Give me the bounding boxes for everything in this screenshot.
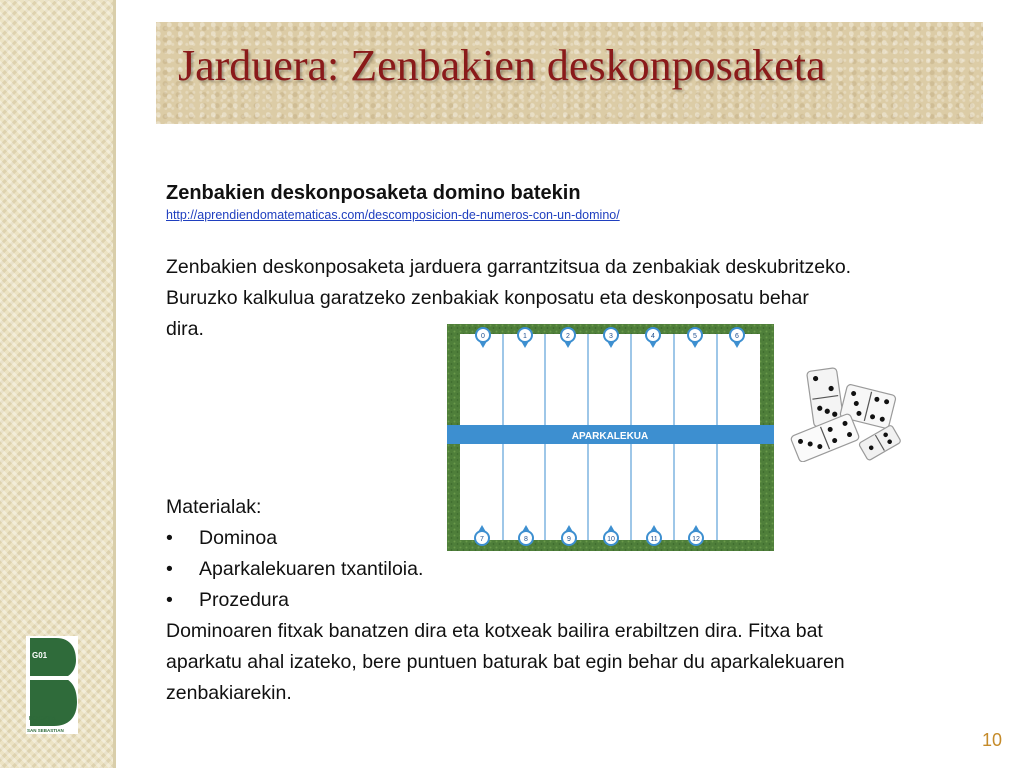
procedure-line: zenbakiarekin.	[166, 682, 292, 704]
bullet: •	[166, 589, 173, 611]
stall-number: 7	[480, 536, 484, 543]
stall-number: 6	[735, 333, 739, 340]
stall-number: 1	[523, 333, 527, 340]
materials-item	[166, 585, 423, 616]
logo-code: G01	[32, 651, 48, 660]
stall-number: 2	[566, 333, 570, 340]
intro-line: Buruzko kalkulua garatzeko zenbakiak konposatu eta deskonposatu behar	[166, 287, 809, 309]
stall-number: 8	[524, 536, 528, 543]
parking-board-image	[447, 324, 774, 551]
intro-line: dira.	[166, 318, 204, 340]
school-logo	[26, 636, 78, 734]
stall-number: 3	[609, 333, 613, 340]
materials-item-label: Dominoa	[199, 527, 278, 549]
procedure-line: Dominoaren fitxak banatzen dira eta kotxeak bailira erabiltzen dira. Fitxa bat	[166, 620, 823, 642]
procedure-line: aparkatu ahal izateko, bere puntuen baturak bat egin behar du aparkalekuaren	[166, 651, 845, 673]
stall-number: 10	[607, 536, 615, 543]
dominoes-image	[788, 365, 904, 462]
materials-item	[166, 554, 423, 585]
procedure-paragraph	[166, 616, 845, 709]
page-title: Jarduera: Zenbakien deskonposaketa	[178, 41, 826, 90]
materials-list	[166, 523, 423, 616]
stall-number: 12	[692, 536, 700, 543]
source-link[interactable]: http://aprendiendomatematicas.com/descomposicion-de-numeros-con-un-domino/	[166, 208, 620, 222]
bullet: •	[166, 527, 173, 549]
logo-city-line2: SAN SEBASTIAN	[27, 728, 64, 733]
sidebar-divider	[113, 0, 116, 768]
board-label: APARKALEKUA	[571, 431, 649, 442]
page-number: 10	[982, 730, 1003, 750]
bullet: •	[166, 558, 173, 580]
stall-number: 11	[650, 536, 658, 543]
materials-item-label: Prozedura	[199, 589, 289, 611]
subheading: Zenbakien deskonposaketa domino batekin	[166, 182, 581, 204]
stall-number: 9	[567, 536, 571, 543]
intro-line: Zenbakien deskonposaketa jarduera garrantzitsua da zenbakiak deskubritzeko.	[166, 256, 852, 278]
materials-item	[166, 523, 423, 554]
materials-heading: Materialak:	[166, 496, 262, 518]
stall-number: 5	[693, 333, 697, 340]
materials-item-label: Aparkalekuaren txantiloia.	[199, 558, 424, 580]
logo-city-line1: DONOSTIA	[29, 716, 56, 722]
stall-number: 0	[481, 333, 485, 340]
stall-number: 4	[651, 333, 655, 340]
